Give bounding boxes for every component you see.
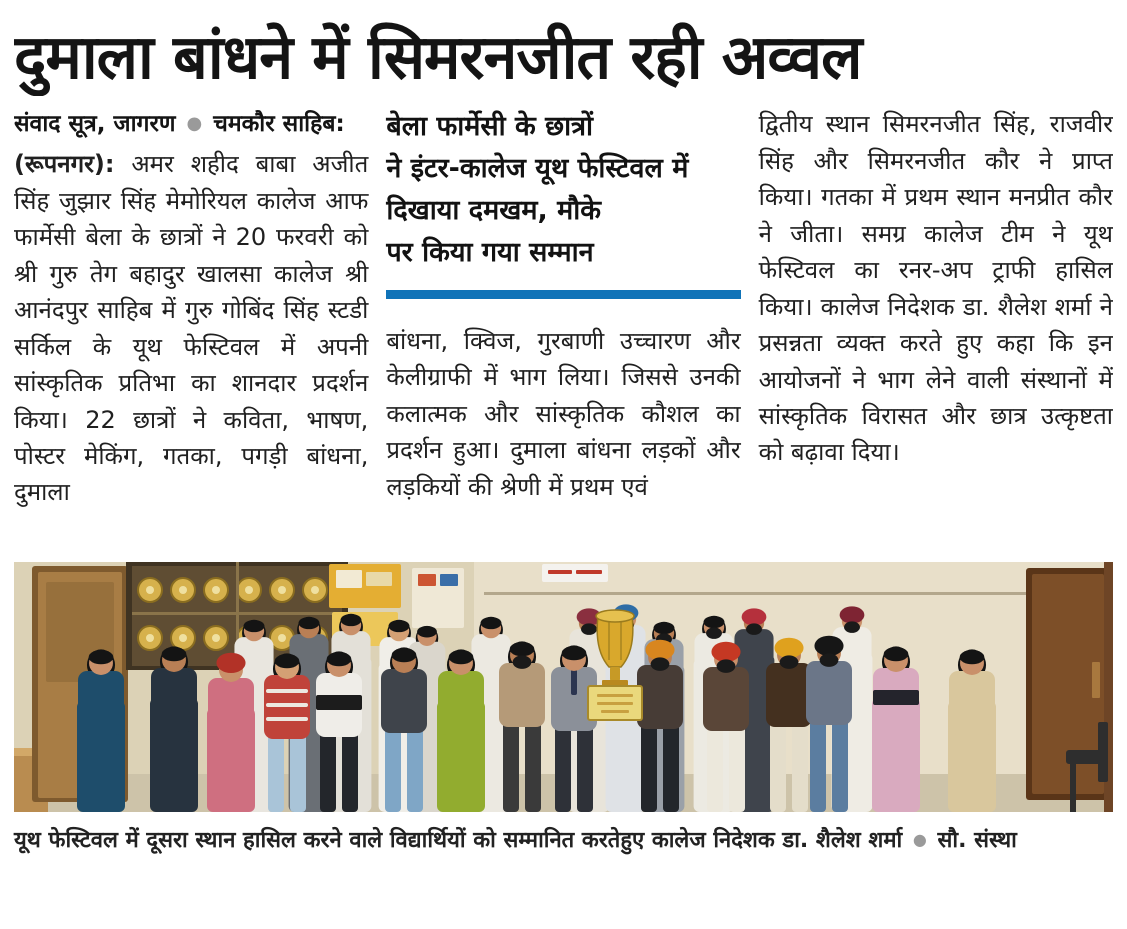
caption-text: यूथ फेस्टिवल में दूसरा स्थान हासिल करने वाले विद्यार्थियों को सम्मानित करतेहुए कालेज निदेशक डा. शैलेश शर्मा (14, 828, 903, 854)
person (150, 647, 198, 813)
red-sign (542, 564, 608, 582)
article-columns (14, 106, 1113, 558)
byline (14, 106, 368, 138)
column-3-text: द्वितीय स्थान सिमरनजीत सिंह, राजवीर सिंह और सिमरनजीत कौर ने प्राप्त किया। गतका में प्रथम स्थान मनप्रीत कौर ने जीता। समग्र कालेज टीम ने यूथ फेस्टिवल का रनर-अप ट्राफी हासिल किया। कालेज निदेशक डा. शैलेश शर्मा ने प्रसन्नता व्यक्त करते हुए कहा कि इन आयोजनों ने भाग लेने वाली संस्थानों में सांस्कृतिक विरासत और छात्र उत्कृष्टता को बढ़ावा दिया। (758, 110, 1113, 467)
person (872, 647, 920, 813)
column-3 (759, 106, 1113, 558)
sub-headline-line-4: पर किया गया सम्मान (386, 236, 594, 268)
group-photo (14, 562, 1113, 812)
sub-headline (386, 106, 740, 273)
sub-headline-line-2: ने इंटर-कालेज यूथ फेस्टिवल में (386, 153, 689, 185)
column-1-text (14, 146, 368, 511)
dateline-lead: (रूपनगर): (14, 150, 115, 179)
headline: दुमाला बांधने में सिमरनजीत रही अव्वल (14, 22, 862, 93)
sub-headline-line-1: बेला फार्मेसी के छात्रों (386, 111, 593, 143)
person (948, 650, 996, 813)
accent-rule (386, 290, 740, 299)
byline-source: संवाद सूत्र, जागरण (14, 111, 176, 138)
column-2 (386, 106, 740, 558)
photo-caption (14, 824, 1113, 854)
door-right (1026, 568, 1110, 800)
byline-bullet-icon: ● (186, 113, 203, 135)
caption-credit: सौ. संस्था (937, 828, 1017, 854)
caption-bullet-icon: ● (912, 830, 927, 850)
column-2-text: बांधना, क्विज, गुरबाणी उच्चारण और केलीग्राफी में भाग लिया। जिससे उनकी कलात्मक और सांस्कृतिक कौशल का प्रदर्शन हुआ। दुमाला बांधना लड़कों और लड़कियों की श्रेणी में प्रथम एवं (386, 326, 741, 501)
person (77, 650, 125, 813)
column-1-body: अमर शहीद बाबा अजीत सिंह जुझार सिंह मेमोरियल कालेज आफ फार्मेसी बेला के छात्रों ने 20 फरवरी को श्री गुरु तेग बहादुर खालसा कालेज श्री आनंदपुर साहिब में गुरु गोबिंद सिंह स्टडी सर्किल के यूथ फेस्टिवल में अपनी सांस्कृतिक प्रतिभा का शानदार प्रदर्शन किया। 22 छात्रों ने कविता, भाषण, पोस्टर मेकिंग, गतका, पगड़ी बांधना, दुमाला (14, 150, 369, 507)
group-photo-illustration (14, 562, 1113, 812)
byline-place: चमकौर साहिब: (213, 111, 345, 138)
sub-headline-line-3: दिखाया दमखम, मौके (386, 194, 602, 226)
column-1 (14, 106, 368, 558)
person (437, 650, 485, 813)
